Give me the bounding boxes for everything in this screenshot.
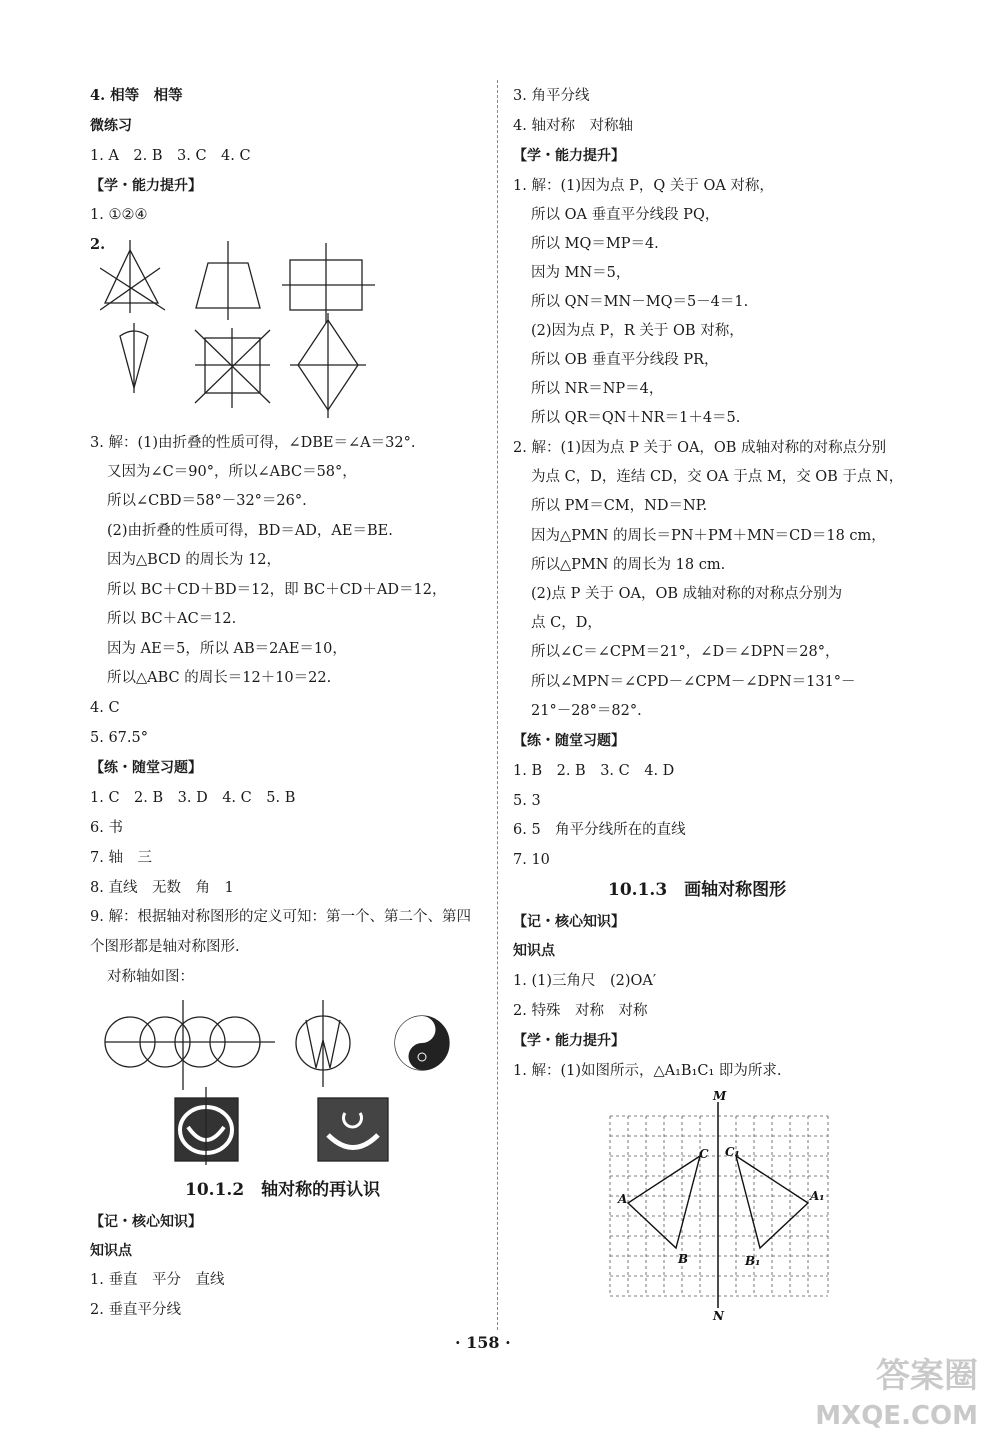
column-divider: [497, 80, 498, 1330]
section-heading: 【练・随堂习题】: [90, 760, 202, 776]
section-heading: 【记・核心知识】: [90, 1214, 202, 1230]
answer-line: 6. 书: [90, 820, 123, 836]
solution-line: 所以 MQ＝MP＝4.: [531, 236, 659, 252]
solution-line: 点 C，D，: [531, 615, 602, 631]
solution-line: (2)点 P 关于 OA，OB 成轴对称的对称点分别为: [531, 586, 843, 602]
answer-line: 3. 角平分线: [513, 88, 590, 104]
section-title: 10.1.3 画轴对称图形: [608, 880, 787, 900]
solution-line: 所以△ABC 的周长＝12＋10＝22.: [107, 670, 332, 686]
solution-line: 3. 解：(1)由折叠的性质可得，∠DBE＝∠A＝32°.: [90, 435, 416, 451]
label-C: C: [699, 1147, 709, 1161]
solution-line: 所以 OA 垂直平分线段 PQ，: [531, 207, 720, 223]
solution-line: 所以 NR＝NP＝4，: [531, 381, 664, 397]
section-heading: 【学・能力提升】: [513, 1033, 625, 1049]
answer-line: 1. ①②④: [90, 207, 148, 223]
answer-line: 5. 67.5°: [90, 730, 148, 746]
solution-line: 9. 解：根据轴对称图形的定义可知：第一个、第二个、第四: [90, 909, 471, 925]
solution-line: 所以 OB 垂直平分线段 PR，: [531, 352, 719, 368]
answer-line: 1. 垂直 平分 直线: [90, 1272, 225, 1288]
solution-line: 所以 BC＋CD＋BD＝12，即 BC＋CD＋AD＝12，: [107, 582, 447, 598]
answer-line: 1. B 2. B 3. C 4. D: [513, 763, 675, 779]
answer-line: 1. (1)三角尺 (2)OA′: [513, 973, 657, 989]
watermark-text: 答案圈: [876, 1356, 978, 1396]
answer-line: 5. 3: [513, 793, 541, 809]
label-A1: A₁: [810, 1189, 825, 1203]
answer-line: 8. 直线 无数 角 1: [90, 880, 234, 896]
symmetry-figures: [100, 238, 400, 423]
solution-line: 为点 C，D，连结 CD，交 OA 于点 M，交 OB 于点 N，: [531, 469, 904, 485]
label-M: M: [713, 1089, 727, 1103]
answer-line: 1. C 2. B 3. D 4. C 5. B: [90, 790, 296, 806]
answer-line: 2. 垂直平分线: [90, 1302, 181, 1318]
solution-line: 所以△PMN 的周长为 18 cm.: [531, 557, 726, 573]
solution-line: 个图形都是轴对称图形.: [90, 939, 240, 955]
watermark-url: MXQE.COM: [815, 1401, 978, 1431]
solution-line: 所以 QN＝MN－MQ＝5－4＝1.: [531, 294, 749, 310]
answer-line: 4. C: [90, 700, 120, 716]
solution-line: 因为△PMN 的周长＝PN＋PM＋MN＝CD＝18 cm，: [531, 528, 886, 544]
section-heading: 【学・能力提升】: [513, 148, 625, 164]
answer-line: 2. 特殊 对称 对称: [513, 1003, 648, 1019]
solution-line: 所以 BC＋AC＝12.: [107, 611, 237, 627]
answer-line: 4. 轴对称 对称轴: [513, 118, 633, 134]
answer-line: 2.: [90, 236, 106, 253]
label-B: B: [678, 1252, 689, 1266]
solution-line: 所以 PM＝CM，ND＝NP.: [531, 498, 708, 514]
axis-figures: [100, 995, 470, 1170]
grid-figure: [600, 1088, 840, 1323]
solution-line: 1. 解：(1)如图所示，△A₁B₁C₁ 即为所求.: [513, 1063, 782, 1079]
knowledge-label: 知识点: [513, 943, 555, 959]
solution-line: 1. 解：(1)因为点 P，Q 关于 OA 对称，: [513, 178, 774, 194]
label-N: N: [713, 1309, 724, 1323]
solution-line: 因为 AE＝5，所以 AB＝2AE＝10，: [107, 641, 347, 657]
section-heading: 【记・核心知识】: [513, 914, 625, 930]
solution-line: 所以 QR＝QN＋NR＝1＋4＝5.: [531, 410, 741, 426]
solution-line: 2. 解：(1)因为点 P 关于 OA，OB 成轴对称的对称点分别: [513, 440, 887, 456]
solution-line: 因为△BCD 的周长为 12，: [107, 552, 281, 568]
section-heading: 【练・随堂习题】: [513, 733, 625, 749]
solution-line: 21°－28°＝82°.: [531, 703, 642, 719]
answer-line: 7. 10: [513, 852, 550, 868]
answer-line: 6. 5 角平分线所在的直线: [513, 822, 686, 838]
page-number: · 158 ·: [455, 1333, 511, 1352]
label-B1: B₁: [745, 1254, 761, 1268]
section-heading: 微练习: [90, 118, 132, 134]
section-heading: 【学・能力提升】: [90, 178, 202, 194]
solution-line: 又因为∠C＝90°，所以∠ABC＝58°，: [107, 464, 357, 480]
answer-line: 1. A 2. B 3. C 4. C: [90, 148, 251, 164]
solution-line: (2)因为点 P，R 关于 OB 对称，: [531, 323, 744, 339]
section-title: 10.1.2 轴对称的再认识: [185, 1180, 381, 1200]
solution-line: 所以∠MPN＝∠CPD－∠CPM－∠DPN＝131°－: [531, 674, 856, 690]
label-C1: C₁: [725, 1145, 740, 1159]
solution-line: 对称轴如图：: [107, 969, 194, 985]
solution-line: 所以∠CBD＝58°－32°＝26°.: [107, 493, 307, 509]
knowledge-label: 知识点: [90, 1243, 132, 1259]
answer-line: 7. 轴 三: [90, 850, 152, 866]
solution-line: 因为 MN＝5，: [531, 265, 631, 281]
solution-line: 所以∠C＝∠CPM＝21°，∠D＝∠DPN＝28°，: [531, 644, 840, 660]
answer-line: 4. 相等 相等: [90, 87, 183, 104]
solution-line: (2)由折叠的性质可得，BD＝AD，AE＝BE.: [107, 523, 393, 539]
label-A: A: [618, 1192, 628, 1206]
